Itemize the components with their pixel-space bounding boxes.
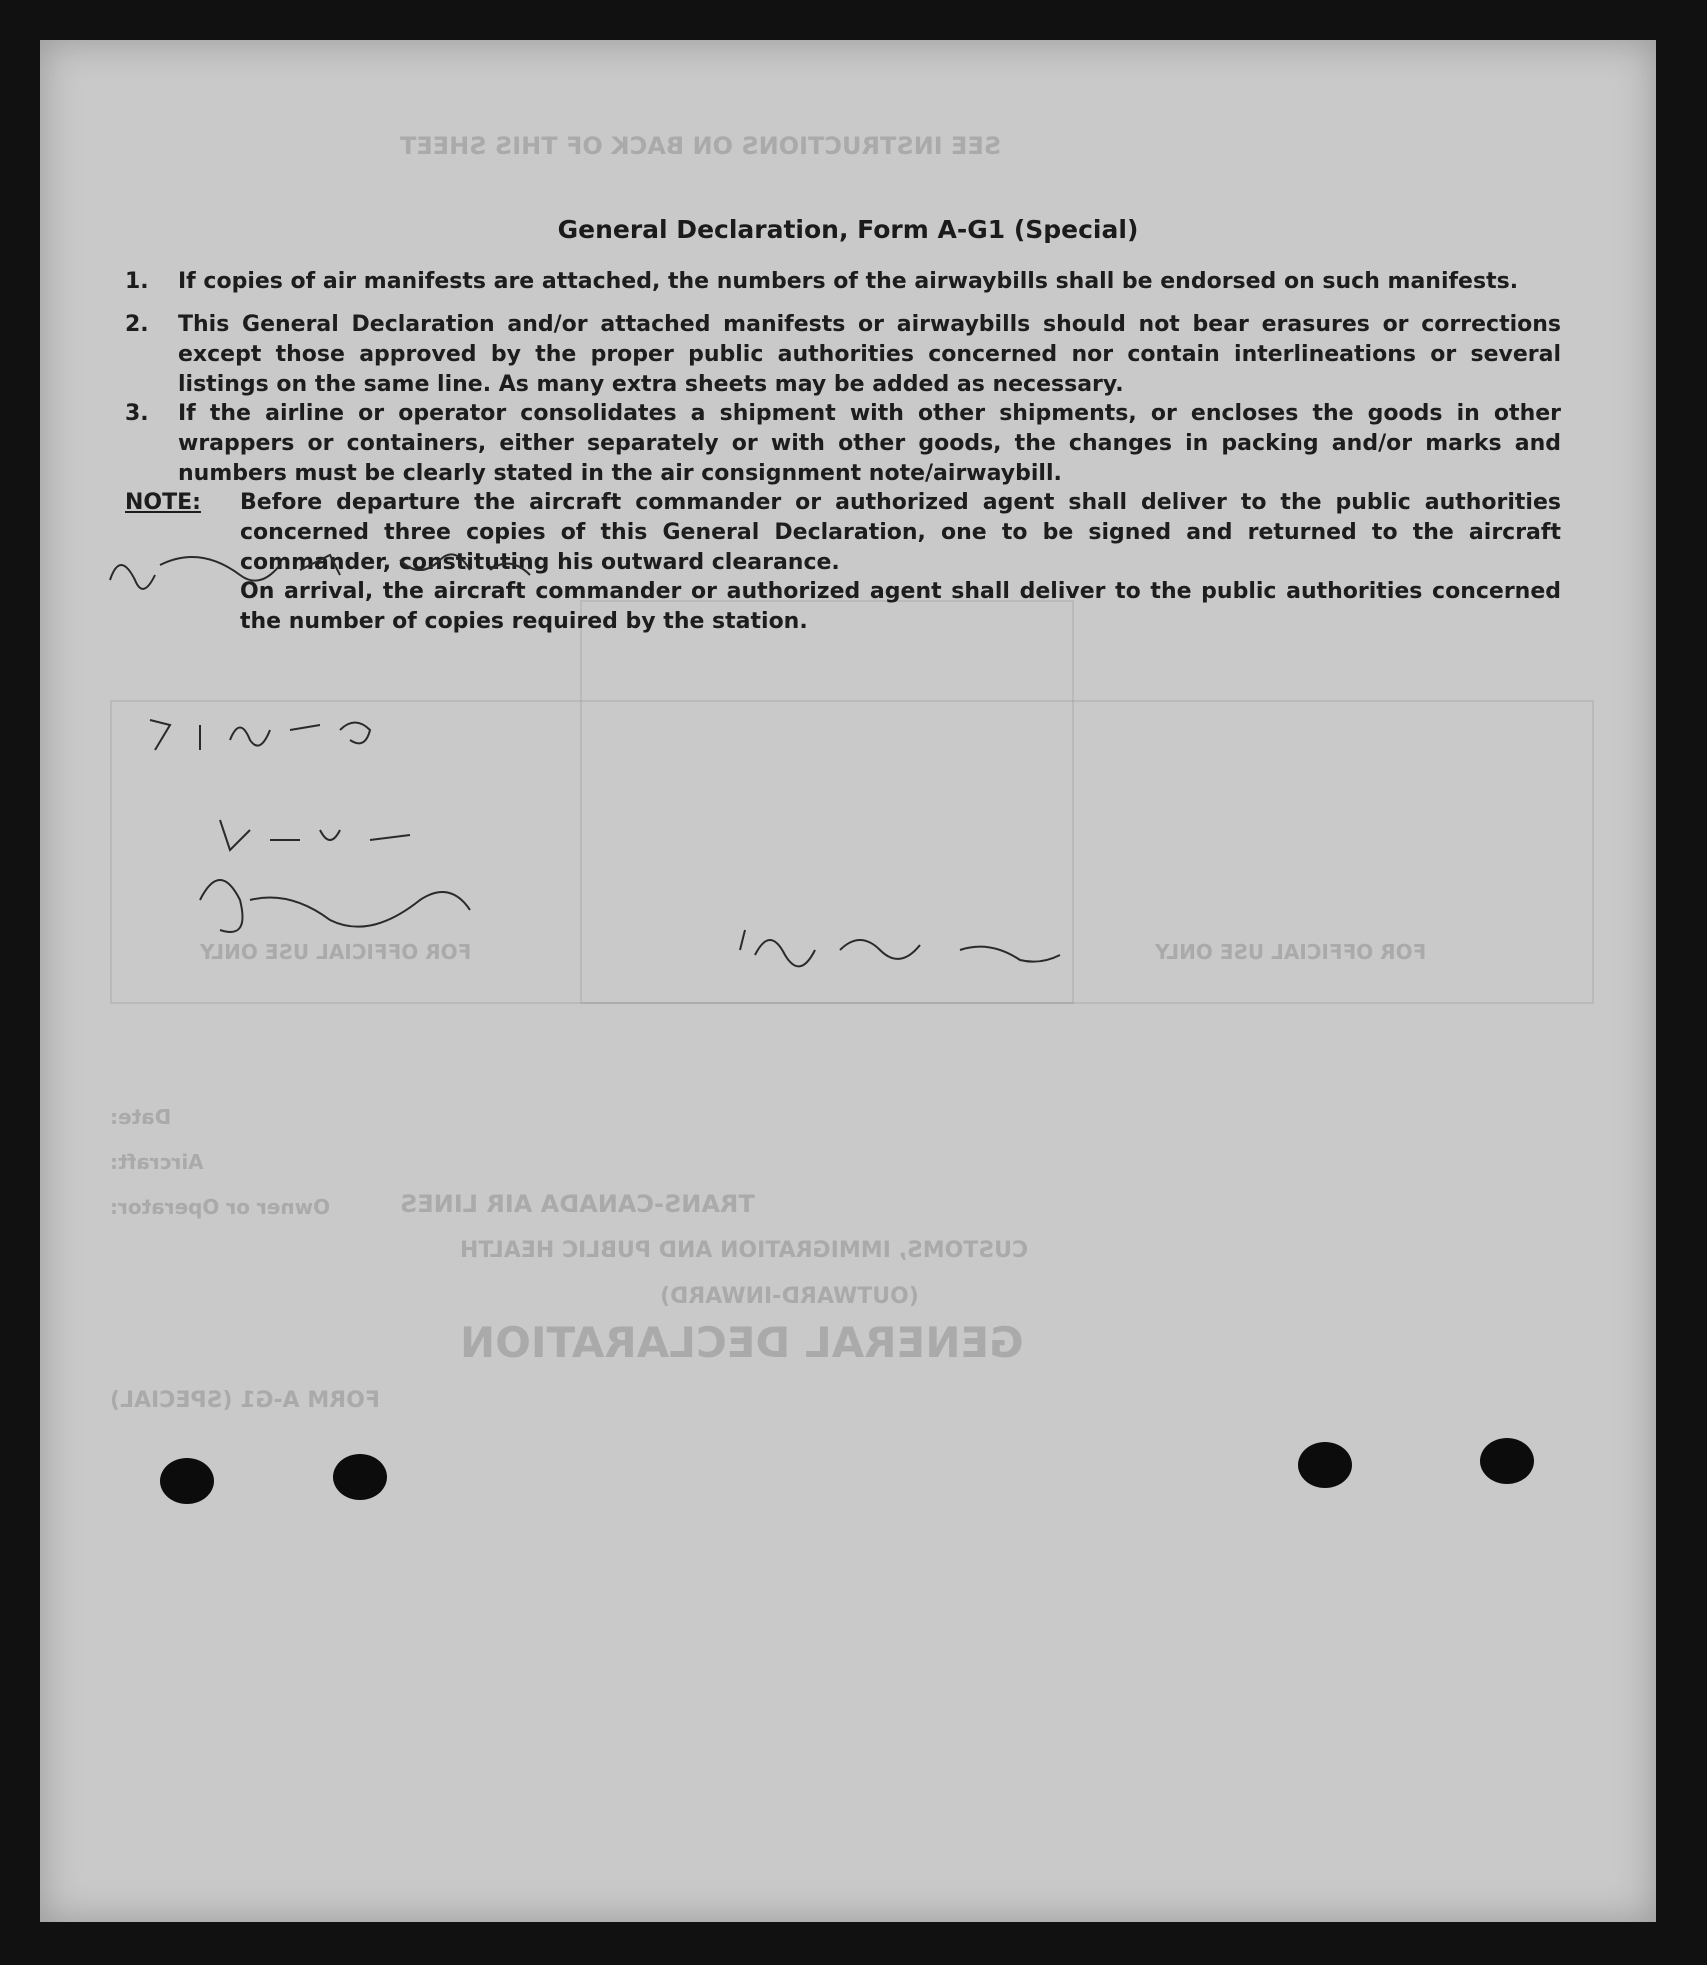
document-sheet (40, 40, 1656, 1922)
bleed-through-line1: CUSTOMS, IMMIGRATION AND PUBLIC HEALTH (460, 1238, 1029, 1263)
instruction-item (125, 267, 1561, 297)
item-text: If the airline or operator consolidates a shipment with other shipments, or encloses the goods in other wrappers or containers, either separately or with other goods, the changes in packing and/or marks and numbers must be clearly stated in the air consignment note/airwaybill. (178, 401, 1561, 486)
item-number: 3. (125, 401, 149, 426)
item-number: 2. (125, 312, 149, 337)
note-label: NOTE: (125, 490, 201, 515)
item-number: 1. (125, 269, 149, 294)
note-paragraph: Before departure the aircraft commander or authorized agent shall deliver to the public authorities concerned three copies of this General Declaration, one to be signed and returned to the aircraft commander, constituting his outward clearance. (240, 490, 1561, 575)
bleed-through-heading: GENERAL DECLARATION (460, 1318, 1024, 1367)
bleed-through-top-line: SEE INSTRUCTIONS ON BACK OF THIS SHEET (400, 132, 1002, 160)
punch-hole (1298, 1442, 1352, 1488)
item-text: If copies of air manifests are attached, the numbers of the airwaybills shall be endorsed on such manifests. (178, 269, 1519, 294)
signature-scribble (730, 920, 1090, 980)
bleed-through-owner-label: Owner or Operator: (110, 1195, 331, 1219)
number-scribble (180, 800, 560, 980)
punch-hole (160, 1458, 214, 1504)
page-title: General Declaration, Form A-G1 (Special) (557, 215, 1139, 244)
bleed-through-official-left: FOR OFFICIAL USE ONLY (200, 940, 472, 964)
bleed-through-official-right: FOR OFFICIAL USE ONLY (1155, 940, 1427, 964)
instruction-item (125, 310, 1561, 400)
bleed-through-form-label: FORM A-G1 (SPECIAL) (110, 1388, 380, 1413)
punch-hole (1480, 1438, 1534, 1484)
item-text: This General Declaration and/or attached manifests or airwaybills should not bear erasures or corrections except those approved by the proper public authorities concerned nor contain interlineations or several listings on the same line. As many extra sheets may be added as necessary. (178, 312, 1561, 397)
instruction-item (125, 399, 1561, 489)
signature-scribble (100, 540, 660, 610)
bleed-through-aircraft-label: Aircraft: (110, 1150, 204, 1174)
bleed-through-date-label: Date: (110, 1105, 172, 1129)
bleed-through-subheading: (OUTWARD-INWARD) (660, 1284, 919, 1309)
bleed-through-owner-value: TRANS-CANADA AIR LINES (400, 1190, 755, 1218)
punch-hole (333, 1454, 387, 1500)
note-paragraph: On arrival, the aircraft commander or authorized agent shall deliver to the public authorities concerned the number of copies required by the station. (240, 579, 1561, 634)
date-scribble (140, 700, 400, 760)
